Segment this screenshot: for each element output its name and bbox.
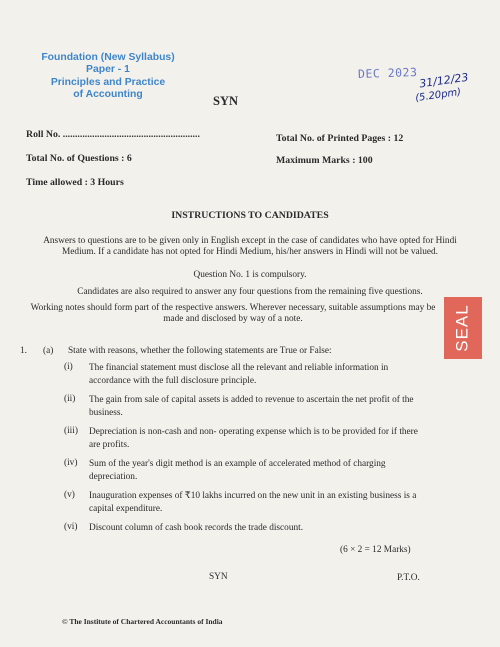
instruction-para-4: Working notes should form part of the respective answers. Wherever necessary, suitable assumptions may be made and disclosed by way of a note. (30, 303, 436, 325)
handwritten-signature (414, 70, 471, 105)
question-stem: State with reasons, whether the following statements are True or False: (68, 346, 332, 356)
item-text-3: Depreciation is non-cash and non- operating expense which is to be provided for if there are profits. (89, 427, 418, 450)
seal-label: SEAL (453, 304, 473, 352)
instruction-para-3: Candidates are also required to answer any four questions from the remaining five questions. (77, 287, 423, 297)
item-num-1: (i) (64, 362, 73, 372)
date-stamp: DEC 2023 (357, 64, 418, 82)
header-line-3: Principles and Practice (50, 76, 166, 88)
signature-date: 31/12/23 (418, 70, 470, 91)
instructions-title: INSTRUCTIONS TO CANDIDATES (171, 210, 329, 221)
signature-time: (5.20pm) (414, 86, 462, 105)
header-line-1: Foundation (New Syllabus) (41, 52, 175, 63)
item-num-6: (vi) (64, 522, 78, 532)
item-num-4: (iv) (64, 458, 78, 468)
question-number: 1. (20, 346, 27, 356)
item-text-4: Sum of the year's digit method is an example of accelerated method of charging depreciation. (89, 459, 386, 482)
footer-code: SYN (209, 572, 228, 582)
paper-header (30, 52, 186, 102)
item-num-3: (iii) (64, 426, 78, 436)
seal-tab (444, 297, 482, 359)
item-text-1: The financial statement must disclose all the relevant and reliable information in accordance with the full disclosure principle. (89, 363, 389, 386)
item-text-2: The gain from sale of capital assets is added to revenue to ascertain the net profit of the business. (89, 395, 414, 418)
pto-label: P.T.O. (397, 573, 420, 583)
total-pages: Total No. of Printed Pages : 12 (276, 133, 404, 144)
item-num-2: (ii) (64, 394, 76, 404)
instruction-para-2: Question No. 1 is compulsory. (193, 270, 307, 280)
copyright: © The Institute of Chartered Accountants of India (62, 617, 223, 626)
paper-code: SYN (213, 94, 239, 108)
instruction-para-1: Answers to questions are to be given only in English except in the case of candidates who have opted for Hindi Medium. If a candidate has not opted for Hindi Medium, his/her answers in Hindi will not be valued. (43, 236, 457, 258)
total-questions: Total No. of Questions : 6 (26, 153, 132, 164)
question-part: (a) (43, 346, 54, 356)
header-line-2: Paper - 1 (86, 64, 130, 76)
marks-label: (6 × 2 = 12 Marks) (340, 545, 411, 555)
time-allowed: Time allowed : 3 Hours (26, 177, 124, 188)
item-text-5: Inauguration expenses of ₹10 lakhs incurred on the new unit in an existing business is a capital expenditure. (89, 491, 417, 514)
item-text-6: Discount column of cash book records the trade discount. (89, 523, 304, 533)
roll-no: Roll No. ........................................................ (26, 129, 200, 140)
item-num-5: (v) (64, 490, 75, 500)
max-marks: Maximum Marks : 100 (276, 155, 373, 166)
header-line-4: of Accounting (73, 89, 143, 101)
